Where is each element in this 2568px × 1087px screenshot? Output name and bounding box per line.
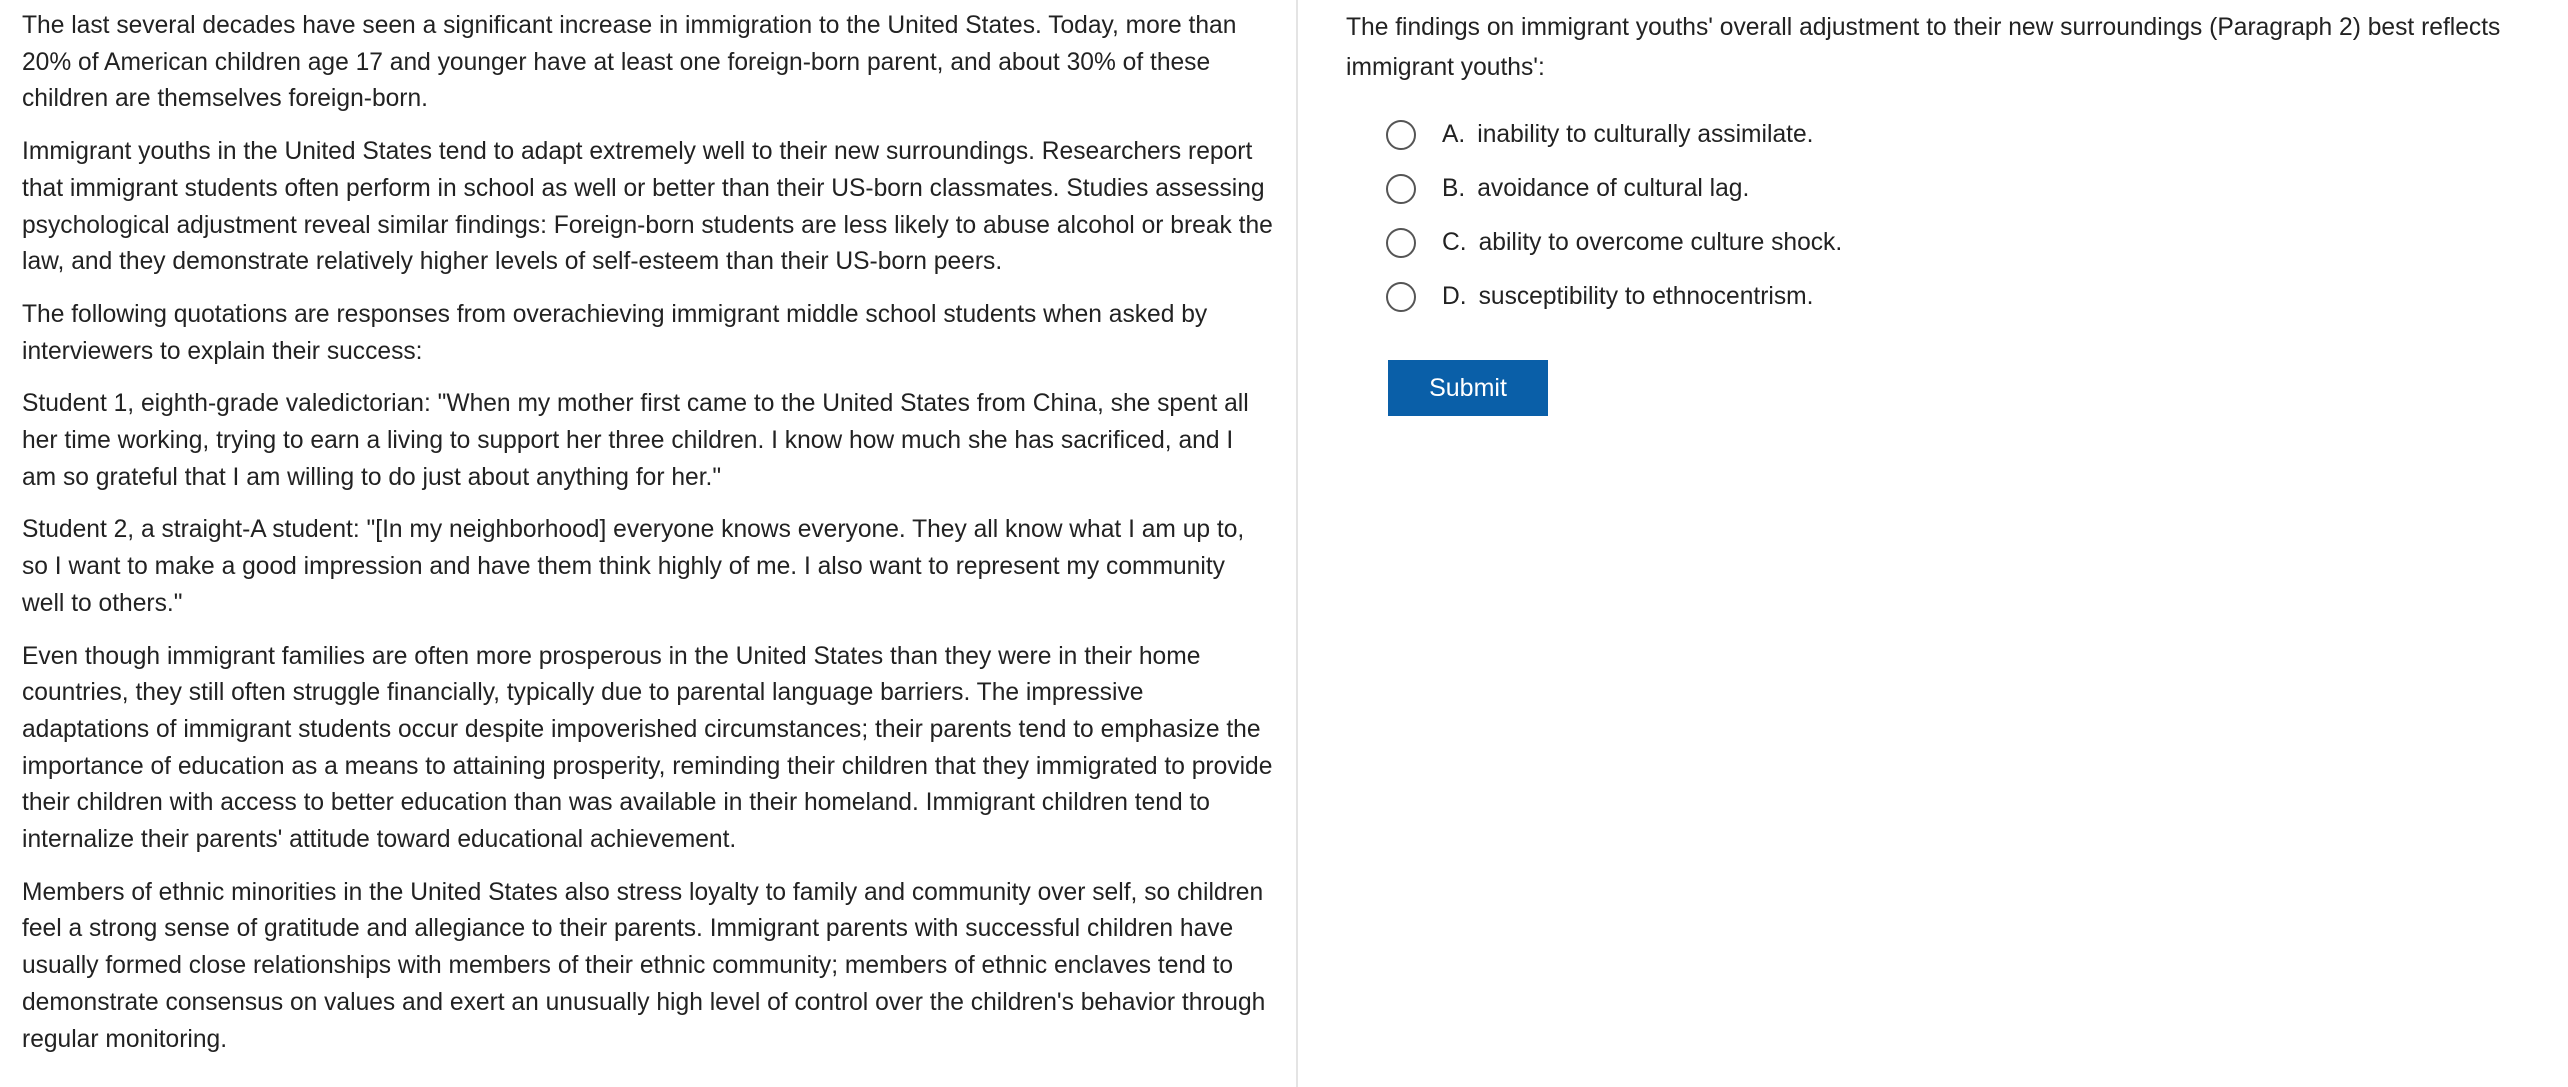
radio-button-d[interactable] — [1386, 282, 1416, 312]
passage-paragraph-7: Members of ethnic minorities in the United States also stress loyalty to family and community over self, so children feel a strong sense of gratitude and allegiance to their parents. Immigrant parents with successful children have usually formed close relationships with members of their ethnic community; members of ethnic enclaves tend to demonstrate consensus on values and exert an unusually high level of control over the children's behavior through regular monitoring. — [22, 878, 1266, 1053]
passage-paragraph-5: Student 2, a straight-A student: "[In my neighborhood] everyone knows everyone. They all know what I am up to, so I want to make a good impression and have them think highly of me. I also want to represent my community well to others." — [22, 516, 1245, 617]
answer-options — [1346, 108, 2568, 324]
answer-option-d[interactable] — [1386, 270, 2568, 324]
answer-option-a[interactable] — [1386, 108, 2568, 162]
radio-button-b[interactable] — [1386, 174, 1416, 204]
passage-paragraph-1: The last several decades have seen a significant increase in immigration to the United States. Today, more than 20% of American children age 17 and younger have at least one foreign-born parent, and about 30% of these children are themselves foreign-born. — [22, 12, 1237, 113]
option-letter: C. — [1442, 229, 1467, 256]
passage-paragraph-3: The following quotations are responses from overachieving immigrant middle school students when asked by interviewers to explain their success: — [22, 300, 1208, 365]
option-text: avoidance of cultural lag. — [1477, 175, 1750, 202]
answer-option-b[interactable] — [1386, 162, 2568, 216]
passage-paragraph-4: Student 1, eighth-grade valedictorian: "When my mother first came to the United States from China, she spent all her time working, trying to earn a living to support her three children. I know how much she has sacrificed, and I am so grateful that I am willing to do just about anything for her." — [22, 390, 1249, 491]
passage-paragraph-6: Even though immigrant families are often more prosperous in the United States than they were in their home countries, they still often struggle financially, typically due to parental language barriers. The impressive adaptations of immigrant students occur despite impoverished circumstances; their parents tend to emphasize the importance of education as a means to attaining prosperity, reminding their children that they immigrated to provide their children with access to better education than was available in their homeland. Immigrant children tend to internalize their parents' attitude toward educational achievement. — [22, 642, 1273, 854]
submit-button[interactable]: Submit — [1388, 360, 1548, 416]
option-letter: D. — [1442, 283, 1467, 310]
question-stem: The findings on immigrant youths' overall adjustment to their new surroundings (Paragraph 2) best reflects immigrant youths': — [1346, 14, 2501, 81]
option-text: ability to overcome culture shock. — [1478, 229, 1843, 256]
option-text: inability to culturally assimilate. — [1477, 121, 1814, 148]
radio-button-a[interactable] — [1386, 120, 1416, 150]
option-letter: A. — [1442, 121, 1466, 148]
radio-button-c[interactable] — [1386, 228, 1416, 258]
option-text: susceptibility to ethnocentrism. — [1478, 283, 1814, 310]
option-letter: B. — [1442, 175, 1466, 202]
question-pane — [1298, 0, 2568, 1087]
passage-paragraph-2: Immigrant youths in the United States tend to adapt extremely well to their new surroundings. Researchers report that immigrant students often perform in school as well or better than their US-born classmates. Studies assessing psychological adjustment reveal similar findings: Foreign-born students are less likely to abuse alcohol or break the law, and they demonstrate relatively higher levels of self-esteem than their US-born peers. — [22, 138, 1273, 276]
answer-option-c[interactable] — [1386, 216, 2568, 270]
